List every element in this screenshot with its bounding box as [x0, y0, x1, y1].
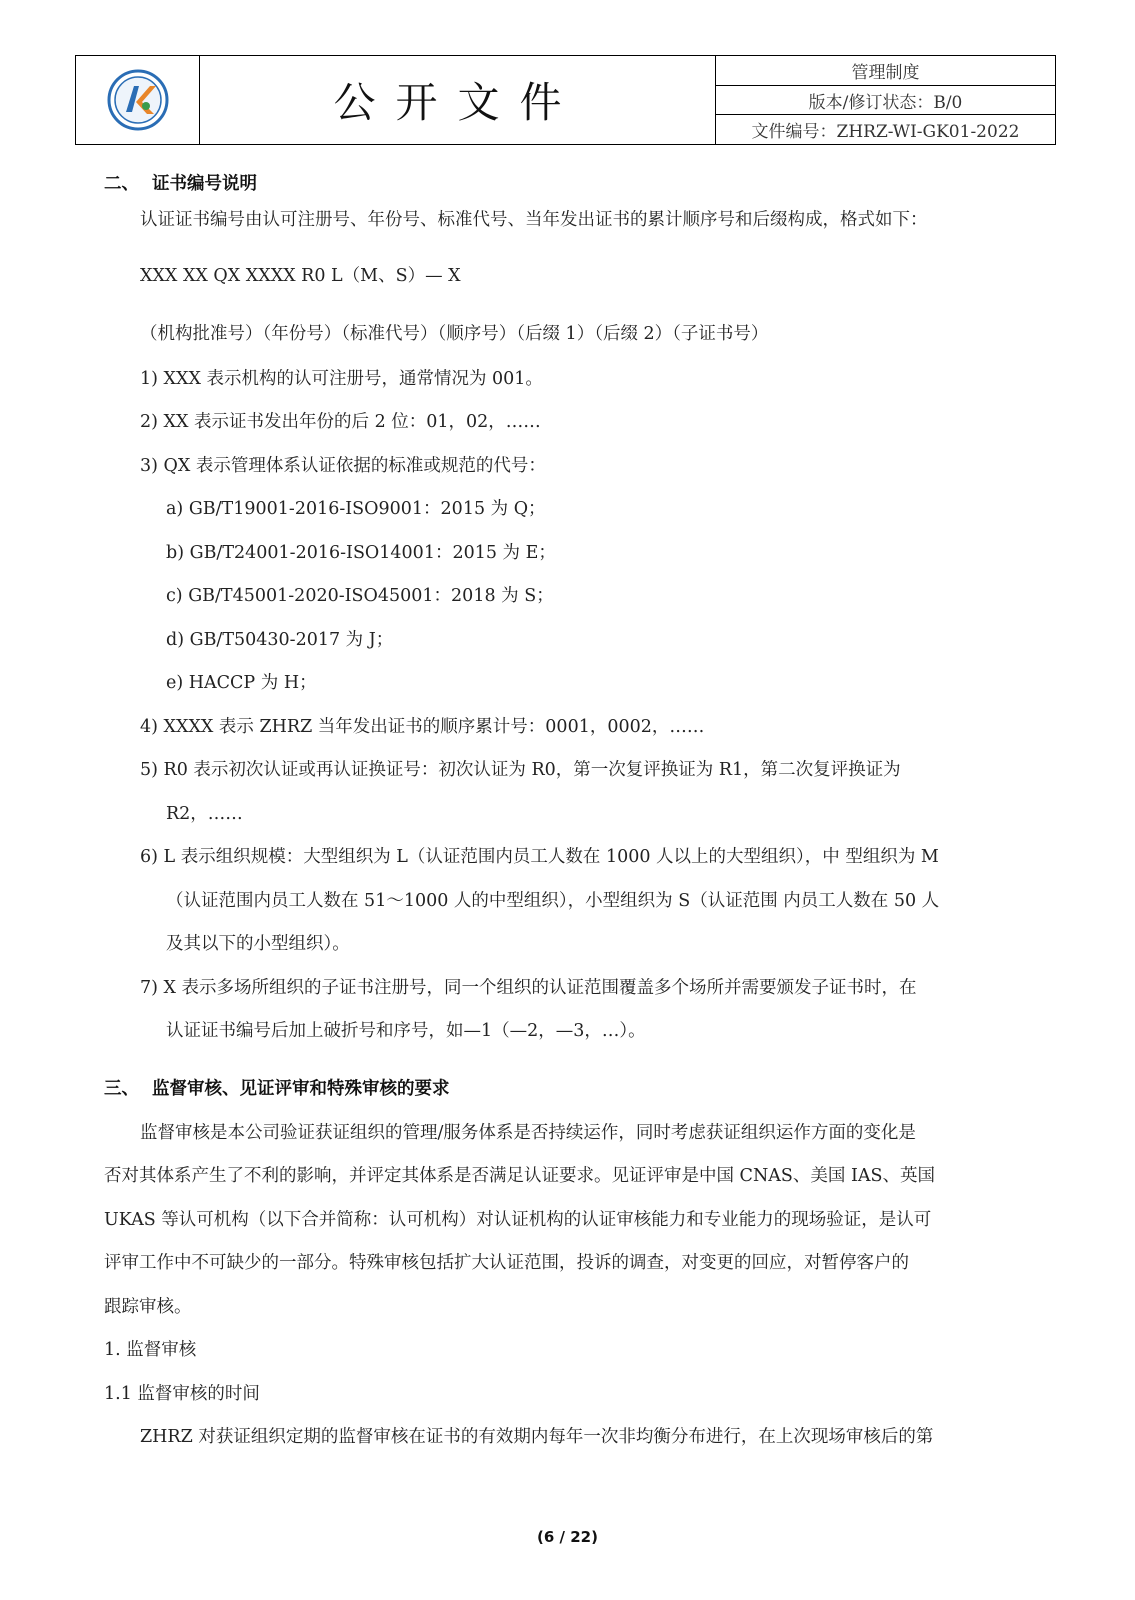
list-item-continuation: 及其以下的小型组织）。: [166, 934, 350, 954]
doc-number: 文件编号：ZHRZ-WI-GK01-2022: [716, 114, 1055, 144]
sub-list-item: a) GB/T19001-2016-ISO9001：2015 为 Q；: [166, 499, 546, 519]
page-number: (6 / 22): [537, 1528, 598, 1546]
list-item-continuation: 认证证书编号后加上破折号和序号，如—1（—2，—3，…）。: [166, 1021, 646, 1041]
paragraph-line: ZHRZ 对获证组织定期的监督审核在证书的有效期内每年一次非均衡分布进行，在上次现场审核后的第: [140, 1427, 934, 1447]
list-item: 2) XX 表示证书发出年份的后 2 位：01，02，……: [140, 412, 541, 432]
sub-list-item: d) GB/T50430-2017 为 J；: [166, 630, 394, 650]
doc-version: 版本/修订状态：B/0: [716, 85, 1055, 115]
paragraph-line: 评审工作中不可缺少的一部分。特殊审核包括扩大认证范围，投诉的调查，对变更的回应，对暂停客户的: [104, 1253, 909, 1273]
section-title: 证书编号说明: [152, 174, 257, 194]
subsection-heading: 1. 监督审核: [104, 1340, 197, 1360]
document-header: [75, 55, 1056, 145]
list-item: 6) L 表示组织规模：大型组织为 L（认证范围内员工人数在 1000 人以上的大型组织），中 型组织为 M: [140, 847, 939, 867]
format-legend: （机构批准号）（年份号）（标准代号）（顺序号）（后缀 1）（后缀 2）（子证书号）: [140, 324, 769, 344]
company-logo: [106, 68, 170, 132]
document-title: 公开文件: [200, 56, 716, 144]
sub-list-item: e) HACCP 为 H；: [166, 673, 317, 693]
list-item: 7) X 表示多场所组织的子证书注册号，同一个组织的认证范围覆盖多个场所并需要颁发子证书时，在: [140, 978, 917, 998]
doc-category: 管理制度: [851, 62, 920, 83]
document-meta: [716, 56, 1055, 144]
paragraph-line: UKAS 等认可机构（以下合并简称：认可机构）对认证机构的认证审核能力和专业能力的现场验证，是认可: [104, 1210, 932, 1230]
paragraph-line: 监督审核是本公司验证获证组织的管理/服务体系是否持续运作，同时考虑获证组织运作方面的变化是: [140, 1123, 916, 1143]
list-item: 5) R0 表示初次认证或再认证换证号：初次认证为 R0，第一次复评换证为 R1，第二次复评换证为: [140, 760, 901, 780]
logo-cell: [76, 56, 200, 144]
certificate-format: XXX XX QX XXXX R0 L（M、S）— X: [140, 266, 461, 286]
section-number: 三、: [104, 1079, 139, 1099]
list-item: 3) QX 表示管理体系认证依据的标准或规范的代号：: [140, 456, 546, 476]
subsection-heading: 1.1 监督审核的时间: [104, 1384, 260, 1404]
paragraph-line: 跟踪审核。: [104, 1297, 192, 1317]
section-number: 二、: [104, 174, 139, 194]
list-item-continuation: R2，……: [166, 804, 243, 824]
list-item: 4) XXXX 表示 ZHRZ 当年发出证书的顺序累计号：0001，0002，……: [140, 717, 705, 737]
paragraph-line: 否对其体系产生了不利的影响，并评定其体系是否满足认证要求。见证评审是中国 CNAS、美国 IAS、英国: [104, 1166, 935, 1186]
sub-list-item: c) GB/T45001-2020-ISO45001：2018 为 S；: [166, 586, 554, 606]
list-item-continuation: （认证范围内员工人数在 51～1000 人的中型组织），小型组织为 S（认证范围 内员工人数在 50 人: [166, 891, 940, 911]
paragraph-line: 认证证书编号由认可注册号、年份号、标准代号、当年发出证书的累计顺序号和后缀构成，格式如下：: [140, 210, 928, 230]
section-2-heading: [104, 172, 257, 196]
section-3-heading: [104, 1077, 450, 1101]
sub-list-item: b) GB/T24001-2016-ISO14001：2015 为 E；: [166, 543, 556, 563]
section-title: 监督审核、见证评审和特殊审核的要求: [152, 1079, 450, 1099]
list-item: 1) XXX 表示机构的认可注册号，通常情况为 001。: [140, 369, 543, 389]
